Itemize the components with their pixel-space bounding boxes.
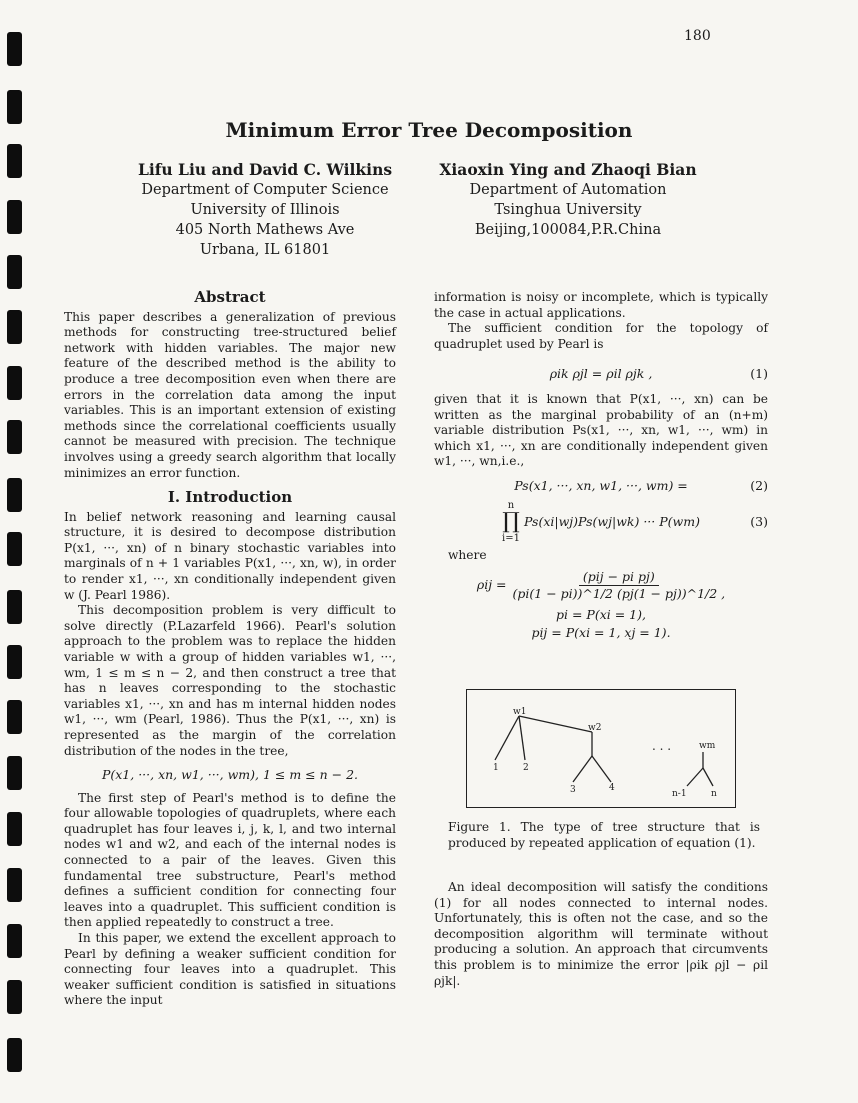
affiliation-line: Tsinghua University bbox=[494, 202, 642, 218]
body-paragraph: The sufficient condition for the topology of quadruplet used by Pearl is bbox=[434, 321, 768, 351]
introduction-section bbox=[64, 490, 396, 1009]
binder-hole bbox=[7, 420, 22, 454]
node-label-w2: w2 bbox=[588, 723, 602, 733]
rho-lhs: ρij = bbox=[476, 577, 507, 593]
leaf-label: 2 bbox=[523, 763, 529, 773]
affiliation-line: 405 North Mathews Ave bbox=[175, 222, 355, 238]
node-label-wm: wm bbox=[699, 741, 716, 751]
author-names: Xiaoxin Ying and Zhaoqi Bian bbox=[439, 160, 697, 179]
abstract-text: This paper describes a generalization of previous methods for constructing tree-structured belief network with hidden variables. The major new feature of the described method is the ability to produce a tree decomposition even when there are errors in the correlation data among the input variables. This is an important extension of existing methods since the correlational coefficients usually cannot be measured with precision. The technique involves using a greedy search algorithm that locally minimizes an error function. bbox=[64, 309, 396, 480]
binder-hole bbox=[7, 645, 22, 679]
body-paragraph: An ideal decomposition will satisfy the conditions (1) for all nodes connected to internal nodes. Unfortunately, this is often not the case, and so the decomposition algorithm will terminate without producing a solution. An approach that circumvents this problem is to minimize the error |ρik ρjl − ρil ρjk|. bbox=[434, 880, 768, 988]
binder-hole bbox=[7, 255, 22, 289]
abstract-heading: Abstract bbox=[194, 288, 266, 306]
author-block-right bbox=[418, 160, 718, 240]
intro-paragraph: In belief network reasoning and learning causal structure, it is desired to decompose distribution P(x1, ···, xn) of n binary stochastic variables into marginals of n + 1 variables P(x1, ···, xn, w), in order to render x1, ···, xn conditionally independent given w (J. Pearl 1986). bbox=[64, 509, 396, 602]
intro-paragraph: This decomposition problem is very difficult to solve directly (P.Lazarfeld 1966). Pearl's solution approach to the problem was to replace the hidden variable w with a group of hidden variables w1, ···, wm, 1 ≤ m ≤ n − 2, and then construct a tree that has n leaves corresponding to the stochastic variables x1, ···, xn and has m internal hidden nodes w1, ···, wm (Pearl, 1986). Thus the P(x1, ···, xn) is represented as the margin of the correlation distribution of the nodes in the tree, bbox=[64, 603, 396, 758]
affiliation-line: Department of Automation bbox=[469, 182, 667, 198]
equation-number: (2) bbox=[750, 477, 768, 493]
binder-hole bbox=[7, 812, 22, 846]
equation-1 bbox=[434, 366, 768, 382]
pij-definition: pij = P(xi = 1, xj = 1). bbox=[531, 624, 671, 640]
tree-edge bbox=[495, 716, 519, 760]
leaf-label: 1 bbox=[493, 763, 499, 773]
node-label-w1: w1 bbox=[513, 707, 527, 717]
equation-number: (1) bbox=[750, 366, 768, 382]
binder-hole bbox=[7, 310, 22, 344]
product-upper-limit: n bbox=[507, 499, 515, 511]
author-names: Lifu Liu and David C. Wilkins bbox=[137, 160, 393, 179]
margin-equation: P(x1, ···, xn, w1, ···, wm), 1 ≤ m ≤ n − 2. bbox=[101, 767, 359, 783]
paper-title: Minimum Error Tree Decomposition bbox=[225, 118, 633, 142]
tree-edge bbox=[519, 716, 592, 732]
binder-hole bbox=[7, 478, 22, 512]
leaf-label: 4 bbox=[609, 783, 615, 793]
right-column-final bbox=[434, 880, 768, 989]
binder-hole bbox=[7, 868, 22, 902]
abstract-section bbox=[64, 290, 396, 481]
tree-edge bbox=[687, 768, 703, 786]
binder-hole bbox=[7, 144, 22, 178]
tree-diagram bbox=[467, 690, 735, 807]
product-operator bbox=[502, 500, 520, 544]
affiliation-line: University of Illinois bbox=[190, 202, 340, 218]
pi-definition: pi = P(xi = 1), bbox=[556, 607, 646, 623]
equation-2-body: Ps(x1, ···, xn, w1, ···, wm) = bbox=[514, 477, 688, 493]
binder-hole bbox=[7, 1038, 22, 1072]
leaf-label: n bbox=[711, 789, 717, 799]
binder-hole bbox=[7, 366, 22, 400]
introduction-heading: I. Introduction bbox=[167, 488, 293, 506]
tree-edge bbox=[592, 756, 611, 782]
binder-hole bbox=[7, 590, 22, 624]
rho-numerator: (pij − pi pj) bbox=[579, 569, 659, 586]
intro-paragraph: In this paper, we extend the excellent approach to Pearl by defining a weaker sufficient condition for connecting four leaves into a quadruplet. This weaker sufficient condition is satisfied in situations where the input bbox=[64, 931, 396, 1008]
rho-definition bbox=[434, 569, 768, 601]
tree-edge bbox=[519, 716, 525, 760]
affiliation-line: Department of Computer Science bbox=[141, 182, 389, 198]
body-paragraph: information is noisy or incomplete, which is typically the case in actual applications. bbox=[434, 290, 768, 320]
binder-hole bbox=[7, 532, 22, 566]
product-symbol: ∏ bbox=[502, 508, 520, 534]
figure-caption: Figure 1. The type of tree structure that is produced by repeated application of equation (1). bbox=[448, 820, 760, 850]
equation-2 bbox=[434, 478, 768, 494]
page-number: 180 bbox=[684, 28, 711, 44]
ellipsis: . . . bbox=[652, 739, 672, 753]
binder-hole bbox=[7, 32, 22, 66]
body-paragraph: given that it is known that P(x1, ···, xn) can be written as the marginal probability of an (n+m) variable distribution Ps(x1, ···, xn, w1, ···, wm) in which x1, ···, xn are conditionally independent given w1, ···, wn,i.e., bbox=[434, 391, 768, 469]
leaf-label: 3 bbox=[570, 785, 576, 795]
binder-hole bbox=[7, 200, 22, 234]
binder-hole bbox=[7, 756, 22, 790]
affiliation-line: Urbana, IL 61801 bbox=[199, 242, 331, 258]
equation-1-body: ρik ρjl = ρil ρjk , bbox=[549, 366, 653, 382]
intro-paragraph: The first step of Pearl's method is to define the four allowable topologies of quadruplets, where each quadruplet has four leaves i, j, k, l, and two internal nodes w1 and w2, and each of the internal nodes is connected to a pair of the leaves. Given this fundamental tree substructure, Pearl's method defines a sufficient condition for connecting four leaves into a quadruplet. This sufficient condition is then applied repeatedly to construct a tree. bbox=[64, 790, 396, 930]
binder-hole bbox=[7, 924, 22, 958]
rho-fraction bbox=[513, 569, 726, 601]
author-block-left bbox=[120, 160, 410, 260]
tree-edge bbox=[703, 768, 713, 786]
tree-edge bbox=[573, 756, 592, 782]
rho-denominator: (pi(1 − pi))^1/2 (pj(1 − pj))^1/2 , bbox=[512, 585, 726, 601]
equation-number: (3) bbox=[750, 513, 768, 529]
binder-hole bbox=[7, 980, 22, 1014]
binder-hole bbox=[7, 700, 22, 734]
figure-1 bbox=[466, 689, 736, 808]
equation-3 bbox=[434, 500, 768, 544]
affiliation-line: Beijing,100084,P.R.China bbox=[474, 222, 662, 238]
equation-3-body: Ps(xi|wj)Ps(wj|wk) ··· P(wm) bbox=[523, 513, 700, 529]
right-column-text bbox=[434, 290, 768, 643]
product-lower-limit: i=1 bbox=[502, 532, 520, 544]
where-label: where bbox=[448, 547, 487, 562]
leaf-label: n-1 bbox=[672, 789, 687, 799]
